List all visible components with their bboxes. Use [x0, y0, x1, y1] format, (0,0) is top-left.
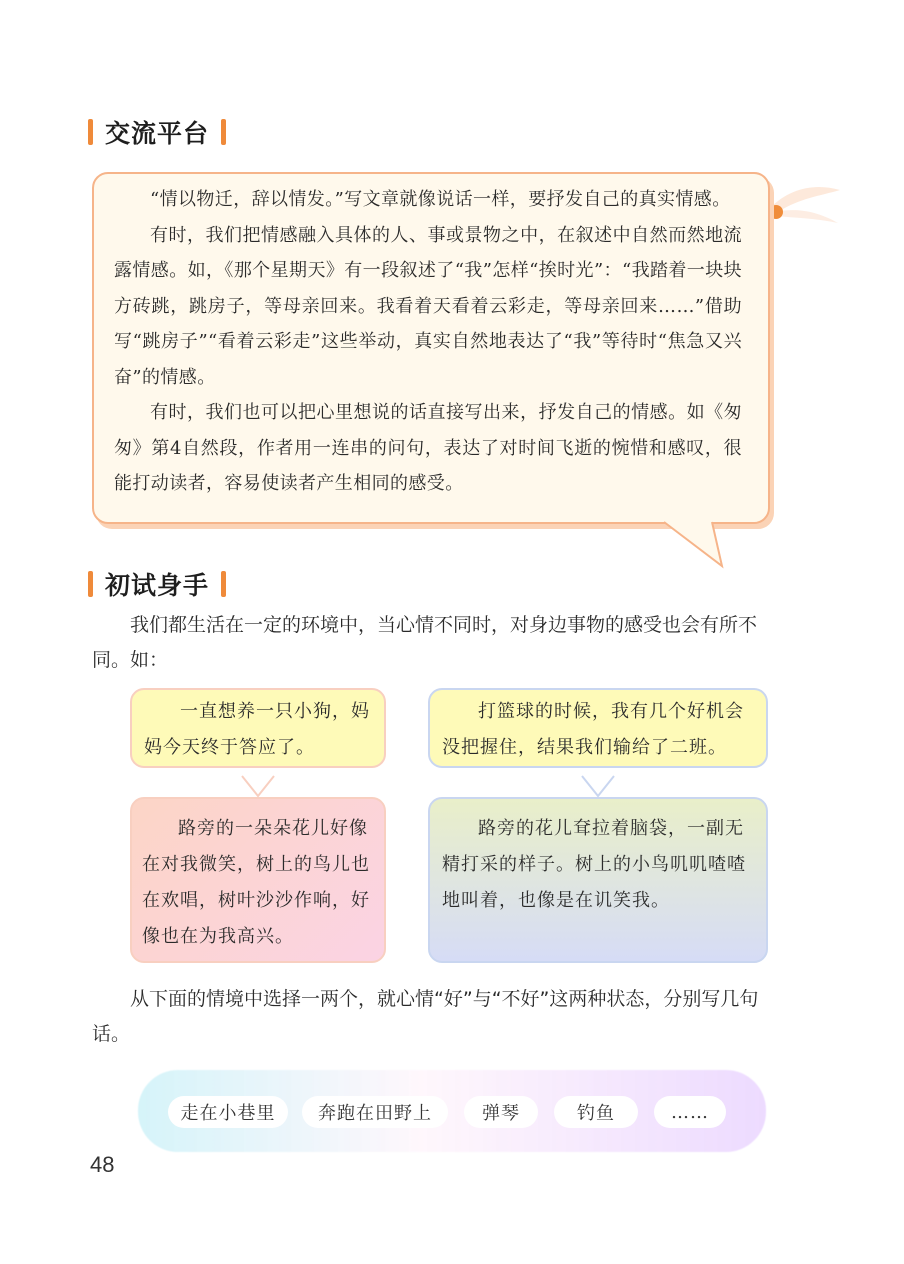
ribbon-decoration	[760, 168, 850, 248]
heading-title: 初试身手	[105, 571, 210, 600]
feeling-bubble-happy	[130, 797, 386, 963]
scene-chip: 走在小巷里	[168, 1096, 288, 1128]
feeling-text: 路旁的花儿耷拉着脑袋，一副无精打采的样子。树上的小鸟叽叽喳喳地叫着，也像是在讥笑我。	[442, 818, 746, 911]
scene-chip: 弹琴	[464, 1096, 538, 1128]
page-number: 48	[90, 1152, 115, 1177]
exchange-box-tail	[660, 520, 740, 572]
scene-chip: 奔跑在田野上	[302, 1096, 448, 1128]
situation-text: 打篮球的时候，我有几个好机会没把握住，结果我们输给了二班。	[442, 701, 744, 758]
heading-bar-left	[88, 119, 93, 145]
bubble-pointer	[240, 766, 276, 800]
feeling-bubble-sad	[428, 797, 768, 963]
exchange-paragraph: 有时，我们把情感融入具体的人、事或景物之中，在叙述中自然而然地流露情感。如，《那个星期天》有一段叙述了“我”怎样“挨时光”：“我踏着一块块方砖跳，跳房子，等母亲回来。我看着天看着云彩走，等母亲回来……”借助写“跳房子”“看着云彩走”这些举动，真实自然地表达了“我”等待时“焦急又兴奋”的情感。	[114, 224, 742, 388]
heading-bar-right	[221, 571, 226, 597]
practice-task: 从下面的情境中选择一两个，就心情“好”与“不好”这两种状态，分别写几句话。	[92, 988, 759, 1045]
exchange-paragraph: “情以物迁，辞以情发。”写文章就像说话一样，要抒发自己的真实情感。	[150, 189, 731, 210]
feeling-text: 路旁的一朵朵花儿好像在对我微笑，树上的鸟儿也在欢唱，树叶沙沙作响，好像也在为我高兴。	[142, 818, 370, 947]
heading-bar-right	[221, 119, 226, 145]
situation-bubble-sad	[428, 688, 768, 768]
exchange-platform-box	[92, 172, 770, 524]
practice-intro: 我们都生活在一定的环境中，当心情不同时，对身边事物的感受也会有所不同。如：	[92, 614, 758, 671]
scene-chip: 钓鱼	[554, 1096, 638, 1128]
heading-bar-left	[88, 571, 93, 597]
heading-title: 交流平台	[105, 119, 210, 148]
section-heading-exchange	[88, 114, 226, 150]
section-heading-practice	[88, 566, 226, 602]
situation-bubble-happy	[130, 688, 386, 768]
situation-text: 一直想养一只小狗，妈妈今天终于答应了。	[144, 701, 370, 758]
bubble-pointer	[580, 766, 616, 800]
scene-chip: ……	[654, 1096, 726, 1128]
exchange-paragraph: 有时，我们也可以把心里想说的话直接写出来，抒发自己的情感。如《匆匆》第4自然段，作者用一连串的问句，表达了对时间飞逝的惋惜和感叹，很能打动读者，容易使读者产生相同的感受。	[114, 402, 742, 494]
